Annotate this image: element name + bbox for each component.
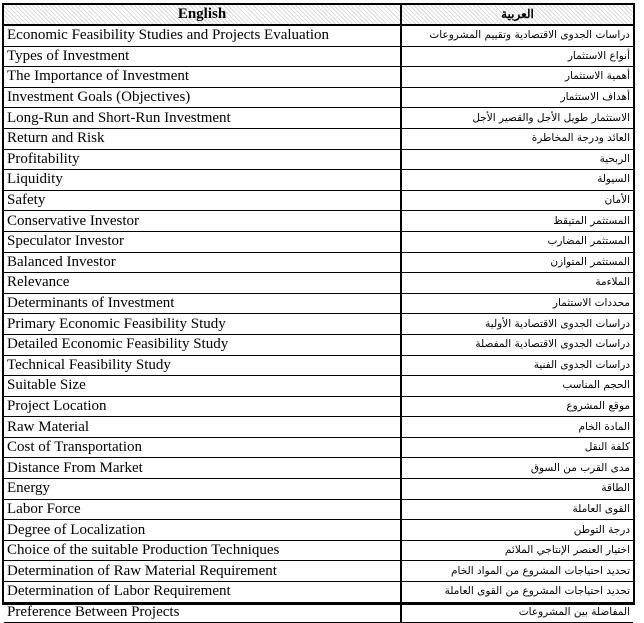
english-term: Energy — [4, 479, 401, 500]
table-row — [4, 479, 633, 500]
arabic-term: محددات الاستثمار — [401, 293, 633, 314]
arabic-term: دراسات الجدوى الاقتصادية الأولية — [401, 314, 633, 335]
english-term: Relevance — [4, 273, 401, 294]
table-row — [4, 108, 633, 129]
english-term: Determination of Labor Requirement — [4, 582, 401, 603]
table-row — [4, 273, 633, 294]
arabic-term: المادة الخام — [401, 417, 633, 438]
table-row — [4, 376, 633, 397]
glossary-rows — [4, 25, 633, 623]
glossary-table — [4, 5, 633, 623]
table-row — [4, 211, 633, 232]
english-term: Profitability — [4, 149, 401, 170]
table-row — [4, 231, 633, 252]
table-row — [4, 128, 633, 149]
table-row — [4, 252, 633, 273]
arabic-term: المفاضلة بين المشروعات — [401, 602, 633, 623]
table-row — [4, 561, 633, 582]
english-term: Distance From Market — [4, 458, 401, 479]
arabic-term: مدى القرب من السوق — [401, 458, 633, 479]
table-row — [4, 334, 633, 355]
arabic-term: الاستثمار طويل الأجل والقصير الأجل — [401, 108, 633, 129]
english-term: Speculator Investor — [4, 231, 401, 252]
english-term: Technical Feasibility Study — [4, 355, 401, 376]
english-term: Detailed Economic Feasibility Study — [4, 334, 401, 355]
english-term: Project Location — [4, 396, 401, 417]
arabic-term: الحجم المناسب — [401, 376, 633, 397]
table-row — [4, 87, 633, 108]
table-row — [4, 437, 633, 458]
english-term: Suitable Size — [4, 376, 401, 397]
glossary-table-container — [2, 3, 635, 620]
english-term: Cost of Transportation — [4, 437, 401, 458]
table-row — [4, 149, 633, 170]
arabic-term: أهمية الاستثمار — [401, 67, 633, 88]
table-row — [4, 190, 633, 211]
arabic-term: دراسات الجدوى الاقتصادية المفصلة — [401, 334, 633, 355]
arabic-term: المستثمر المتيقظ — [401, 211, 633, 232]
table-row — [4, 46, 633, 67]
english-term: Raw Material — [4, 417, 401, 438]
english-term: Primary Economic Feasibility Study — [4, 314, 401, 335]
english-term: Long-Run and Short-Run Investment — [4, 108, 401, 129]
arabic-term: العائد ودرجة المخاطرة — [401, 128, 633, 149]
arabic-term: أهداف الاستثمار — [401, 87, 633, 108]
arabic-term: أنواع الاستثمار — [401, 46, 633, 67]
table-row — [4, 417, 633, 438]
table-row — [4, 170, 633, 191]
arabic-term: السيولة — [401, 170, 633, 191]
arabic-term: القوى العاملة — [401, 499, 633, 520]
arabic-term: دراسات الجدوى الاقتصادية وتقييم المشروعات — [401, 25, 633, 46]
english-term: The Importance of Investment — [4, 67, 401, 88]
english-term: Return and Risk — [4, 128, 401, 149]
table-row — [4, 67, 633, 88]
table-row — [4, 499, 633, 520]
english-term: Economic Feasibility Studies and Projects Evaluation — [4, 25, 401, 46]
english-term: Safety — [4, 190, 401, 211]
arabic-term: تحديد احتياجات المشروع من المواد الخام — [401, 561, 633, 582]
english-term: Degree of Localization — [4, 520, 401, 541]
arabic-term: الطاقة — [401, 479, 633, 500]
english-term: Conservative Investor — [4, 211, 401, 232]
english-term: Liquidity — [4, 170, 401, 191]
header-arabic: العربية — [401, 5, 633, 25]
english-term: Determination of Raw Material Requirement — [4, 561, 401, 582]
arabic-term: كلفة النقل — [401, 437, 633, 458]
header-row — [4, 5, 633, 25]
arabic-term: الملاءمة — [401, 273, 633, 294]
table-row — [4, 540, 633, 561]
english-term: Balanced Investor — [4, 252, 401, 273]
table-row — [4, 458, 633, 479]
table-row — [4, 25, 633, 46]
table-row — [4, 355, 633, 376]
table-row — [4, 396, 633, 417]
table-row — [4, 582, 633, 603]
table-row — [4, 293, 633, 314]
english-term: Preference Between Projects — [4, 602, 401, 623]
english-term: Investment Goals (Objectives) — [4, 87, 401, 108]
arabic-term: الأمان — [401, 190, 633, 211]
table-row — [4, 314, 633, 335]
arabic-term: المستثمر المتوازن — [401, 252, 633, 273]
arabic-term: دراسات الجدوى الفنية — [401, 355, 633, 376]
header-english: English — [4, 5, 401, 25]
table-row — [4, 602, 633, 623]
arabic-term: موقع المشروع — [401, 396, 633, 417]
arabic-term: الربحية — [401, 149, 633, 170]
english-term: Labor Force — [4, 499, 401, 520]
english-term: Types of Investment — [4, 46, 401, 67]
table-row — [4, 520, 633, 541]
arabic-term: اختيار العنصر الإنتاجي الملائم — [401, 540, 633, 561]
english-term: Determinants of Investment — [4, 293, 401, 314]
arabic-term: المستثمر المضارب — [401, 231, 633, 252]
english-term: Choice of the suitable Production Techniques — [4, 540, 401, 561]
arabic-term: تحديد احتياجات المشروع من القوى العاملة — [401, 582, 633, 603]
arabic-term: درجة التوطن — [401, 520, 633, 541]
